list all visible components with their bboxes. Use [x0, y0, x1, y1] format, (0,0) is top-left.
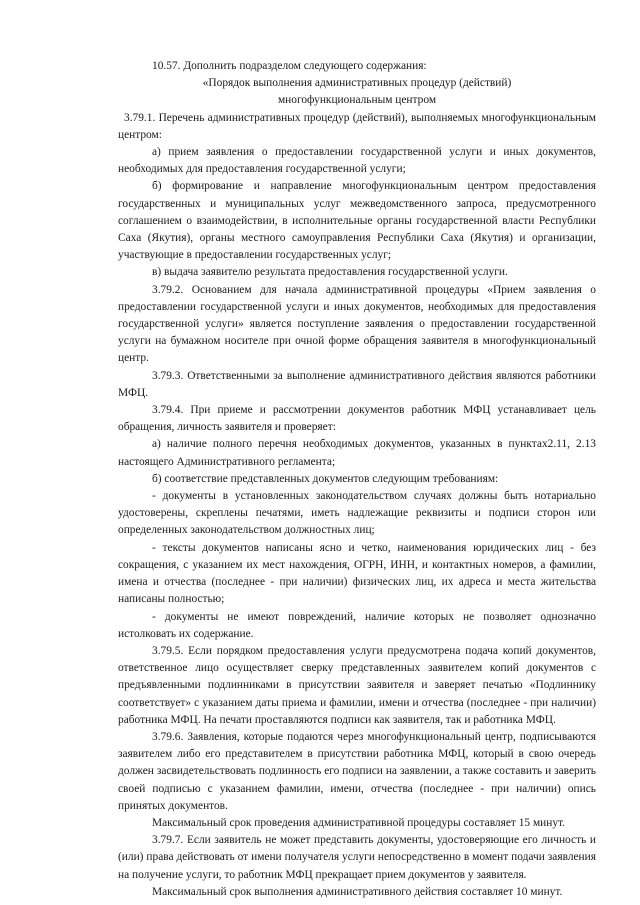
paragraph: 3.79.7. Если заявитель не может представить документы, удостоверяющие его личность и (или) права действовать от имени получателя услуги непосредственно в момент подачи заявления на получение услуги, то работник МФЦ прекращает прием документов у заявителя.	[118, 834, 596, 881]
paragraph: - документы в установленных законодательством случаях должны быть нотариально удостоверены, скреплены печатями, иметь надлежащие реквизиты и подписи сторон или определенных законодательством должностных лиц;	[118, 490, 596, 537]
paragraph: а) прием заявления о предоставлении государственной услуги и иных документов, необходимых для предоставления государственной услуги;	[118, 146, 596, 176]
paragraph: в) выдача заявителю результата предоставления государственной услуги.	[152, 266, 508, 279]
paragraph: б) соответствие представленных документов следующим требованиям:	[152, 472, 499, 485]
paragraph: 3.79.3. Ответственными за выполнение административного действия являются работники МФЦ.	[118, 369, 596, 399]
paragraph: Максимальный срок выполнения административного действия составляет 10 минут.	[152, 885, 563, 898]
section-heading-line-1: «Порядок выполнения административных процедур (действий)	[202, 77, 512, 90]
intro-line: 10.57. Дополнить подразделом следующего содержания:	[152, 60, 427, 72]
paragraph: - документы не имеют повреждений, наличие которых не позволяет однозначно истолковать их содержание.	[118, 610, 596, 640]
paragraph: 3.79.1. Перечень административных процедур (действий), выполняемых многофункциональным центром:	[118, 111, 596, 141]
paragraph: 3.79.2. Основанием для начала административной процедуры «Прием заявления о предоставлении государственной услуги и иных документов, необходимых для предоставления государственной услуги» является поступление заявления о предоставлении государственной услуги на бумажном носителе при очной форме обращения заявителя в многофункциональный центр.	[118, 283, 596, 365]
paragraph: 3.79.4. При приеме и рассмотрении документов работник МФЦ устанавливает цель обращения, личность заявителя и проверяет:	[118, 404, 596, 434]
paragraph: а) наличие полного перечня необходимых документов, указанных в пунктах2.11, 2.13 настоящего Административного регламента;	[118, 438, 596, 468]
paragraph: б) формирование и направление многофункциональным центром предоставления государственных и муниципальных услуг межведомственного запроса, предусмотренного соглашением о взаимодействии, в исполнительные органы государственной власти Республики Саха (Якутия), органы местного самоуправления Республики Саха (Якутия) и организации, участвующие в предоставлении государственных услуг;	[118, 180, 596, 262]
document-page	[118, 58, 596, 901]
paragraph: - тексты документов написаны ясно и четко, наименования юридических лиц - без сокращения, с указанием их мест нахождения, ОГРН, ИНН, и контактных номеров, а фамилии, имена и отчества (последнее - при наличии) физических лиц, их адреса и места жительства написаны полностью;	[118, 541, 596, 606]
paragraph: 3.79.5. Если порядком предоставления услуги предусмотрена подача копий документов, ответственное лицо осуществляет сверку представленных заявителем копий документов с предъявленными подлинниками в присутствии заявителя и заверяет печатью «Подлиннику соответствует» с указанием даты приема и фамилии, имени и отчества (последнее - при наличии) работника МФЦ. На печати проставляются подписи как заявителя, так и работника МФЦ.	[118, 644, 596, 726]
section-heading-line-2: многофункциональным центром	[277, 94, 437, 107]
paragraph: Максимальный срок проведения административной процедуры составляет 15 минут.	[152, 816, 566, 829]
paragraph: 3.79.6. Заявления, которые подаются через многофункциональный центр, подписываются заявителем либо его представителем в присутствии работника МФЦ, который в свою очередь должен засвидетельствовать подлинность его подписи на заявлении, а также составить и заверить своей подписью с указанием фамилии, имени, отчества (последнее - при наличии) опись принятых документов.	[118, 730, 596, 812]
